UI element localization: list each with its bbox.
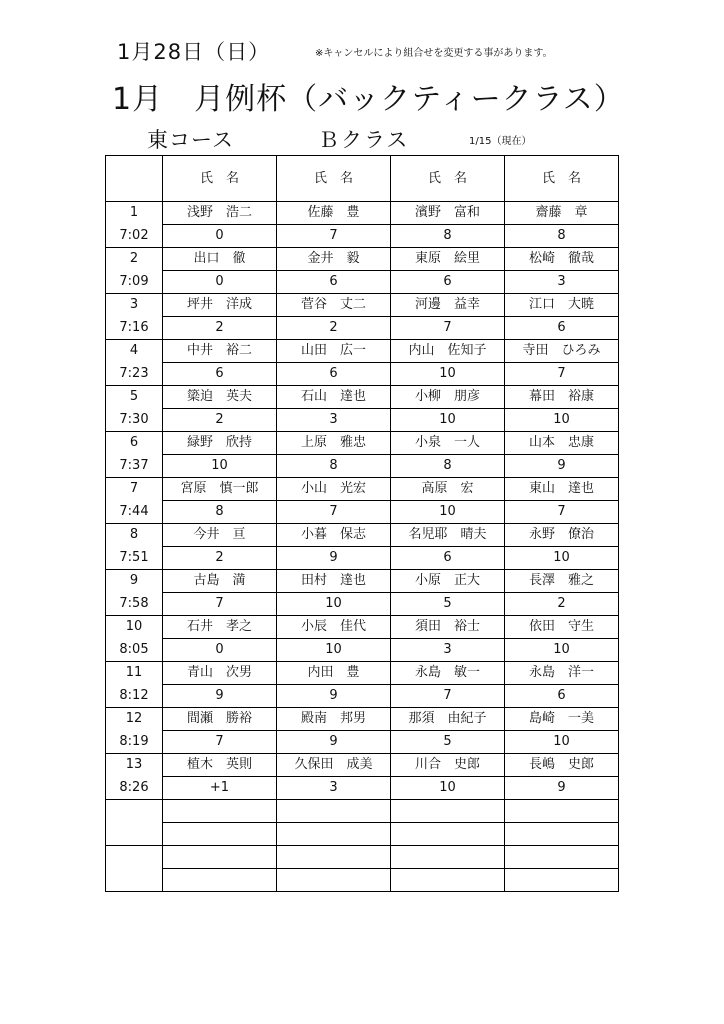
table-row [106,340,619,363]
group-number: 12 [106,708,163,731]
player-name: 松崎 徹哉 [505,248,619,271]
player-name: 金井 毅 [277,248,391,271]
player-name: 小柳 朋彦 [391,386,505,409]
player-name: 小山 光宏 [277,478,391,501]
date-label: 1月28日（日） [117,40,271,64]
empty-cell [277,823,391,846]
handicap-value: 0 [163,271,277,294]
player-name: 青山 次男 [163,662,277,685]
tee-time: 7:09 [106,271,163,294]
player-name: 小泉 一人 [391,432,505,455]
group-number: 8 [106,524,163,547]
empty-cell [163,846,277,869]
handicap-value: 7 [277,225,391,248]
player-name: 内山 佐知子 [391,340,505,363]
player-name: 簗迫 英夫 [163,386,277,409]
class-label: Ｂクラス [318,128,410,152]
empty-cell [277,846,391,869]
group-number: 2 [106,248,163,271]
handicap-value: 6 [391,547,505,570]
handicap-value: 6 [505,317,619,340]
player-name: 石井 孝之 [163,616,277,639]
group-number: 6 [106,432,163,455]
tee-time: 7:44 [106,501,163,524]
player-name: 齋藤 章 [505,202,619,225]
player-name: 緑野 欣持 [163,432,277,455]
column-header: 氏 名 [277,156,391,202]
empty-cell [277,869,391,892]
table-row [106,501,619,524]
handicap-value: 0 [163,225,277,248]
empty-row [106,846,619,869]
handicap-value: 10 [277,593,391,616]
handicap-value: 10 [163,455,277,478]
player-name: 永島 敏一 [391,662,505,685]
empty-cell [391,823,505,846]
table-row [106,639,619,662]
player-name: 名児耶 晴夫 [391,524,505,547]
player-name: 寺田 ひろみ [505,340,619,363]
group-number: 3 [106,294,163,317]
table-row [106,202,619,225]
player-name: 須田 裕士 [391,616,505,639]
corner-cell [106,156,163,202]
empty-row [106,800,619,823]
handicap-value: 6 [277,363,391,386]
empty-cell [163,800,277,823]
handicap-value: 9 [505,777,619,800]
table-row [106,547,619,570]
handicap-value: 10 [505,547,619,570]
group-number: 5 [106,386,163,409]
tee-time: 7:58 [106,593,163,616]
handicap-value: 3 [277,409,391,432]
handicap-value: 2 [163,317,277,340]
player-name: 小原 正大 [391,570,505,593]
table-row [106,731,619,754]
empty-cell [505,823,619,846]
handicap-value: 10 [277,639,391,662]
handicap-value: 2 [163,409,277,432]
column-header: 氏 名 [505,156,619,202]
handicap-value: 7 [391,685,505,708]
handicap-value: 10 [391,363,505,386]
tee-time: 7:02 [106,225,163,248]
handicap-value: 9 [505,455,619,478]
group-number: 10 [106,616,163,639]
page-title: 1月 月例杯（バックティークラス） [112,82,625,117]
tee-time: 8:26 [106,777,163,800]
empty-cell [391,869,505,892]
handicap-value: 8 [391,225,505,248]
table-row [106,754,619,777]
player-name: 今井 亘 [163,524,277,547]
handicap-value: 5 [391,593,505,616]
table-row [106,363,619,386]
player-name: 濱野 富和 [391,202,505,225]
course-label: 東コース [147,128,234,152]
column-header: 氏 名 [391,156,505,202]
player-name: 河邊 益幸 [391,294,505,317]
table-row [106,432,619,455]
handicap-value: 2 [163,547,277,570]
group-number: 9 [106,570,163,593]
table-row [106,409,619,432]
handicap-value: 10 [505,409,619,432]
empty-cell [505,846,619,869]
tee-time: 7:51 [106,547,163,570]
handicap-value: 6 [277,271,391,294]
empty-cell [106,846,163,869]
player-name: 古島 満 [163,570,277,593]
handicap-value: 7 [163,593,277,616]
empty-cell [106,823,163,846]
player-name: 間瀬 勝裕 [163,708,277,731]
handicap-value: 10 [505,639,619,662]
player-name: 川合 史郎 [391,754,505,777]
table-row [106,708,619,731]
handicap-value: 3 [505,271,619,294]
player-name: 久保田 成美 [277,754,391,777]
player-name: 長澤 雅之 [505,570,619,593]
handicap-value: 10 [391,777,505,800]
handicap-value: 6 [163,363,277,386]
player-name: 出口 徹 [163,248,277,271]
player-name: 長嶋 史郎 [505,754,619,777]
handicap-value: 3 [277,777,391,800]
player-name: 小暮 保志 [277,524,391,547]
tee-time: 7:23 [106,363,163,386]
player-name: 内田 豊 [277,662,391,685]
column-header: 氏 名 [163,156,277,202]
table-row [106,386,619,409]
empty-cell [391,800,505,823]
player-name: 上原 雅忠 [277,432,391,455]
pairing-table [105,155,619,892]
player-name: 永野 僚治 [505,524,619,547]
handicap-value: 10 [391,501,505,524]
tee-time: 7:30 [106,409,163,432]
notice-text: ※キャンセルにより組合せを変更する事があります。 [315,48,553,59]
tee-time: 8:19 [106,731,163,754]
handicap-value: 8 [505,225,619,248]
table-header-row [106,156,619,202]
player-name: 中井 裕二 [163,340,277,363]
handicap-value: 9 [277,731,391,754]
tee-time: 7:16 [106,317,163,340]
table-row [106,685,619,708]
player-name: 菅谷 丈二 [277,294,391,317]
group-number: 4 [106,340,163,363]
empty-cell [163,823,277,846]
player-name: 山田 広一 [277,340,391,363]
handicap-value: 7 [505,501,619,524]
table-row [106,455,619,478]
handicap-value: 2 [505,593,619,616]
handicap-value: 7 [277,501,391,524]
group-number: 13 [106,754,163,777]
table-row [106,294,619,317]
empty-cell [505,869,619,892]
handicap-value: 8 [391,455,505,478]
empty-cell [106,869,163,892]
handicap-value: 9 [163,685,277,708]
handicap-value: 5 [391,731,505,754]
table-row [106,662,619,685]
table-row [106,570,619,593]
player-name: 江口 大暁 [505,294,619,317]
player-name: 東原 絵里 [391,248,505,271]
handicap-value: 6 [505,685,619,708]
player-name: 宮原 慎一郎 [163,478,277,501]
player-name: 植木 英則 [163,754,277,777]
handicap-value: 8 [163,501,277,524]
player-name: 永島 洋一 [505,662,619,685]
table-row [106,616,619,639]
handicap-value: 7 [163,731,277,754]
tee-time: 8:05 [106,639,163,662]
player-name: 那須 由紀子 [391,708,505,731]
as-of-label: 1/15（現在） [469,136,532,147]
handicap-value: 10 [505,731,619,754]
player-name: 山本 忠康 [505,432,619,455]
empty-cell [106,800,163,823]
group-number: 1 [106,202,163,225]
table-row [106,248,619,271]
table-row [106,271,619,294]
tee-time: 7:37 [106,455,163,478]
player-name: 小辰 佳代 [277,616,391,639]
handicap-value: 9 [277,547,391,570]
tee-time: 8:12 [106,685,163,708]
empty-cell [505,800,619,823]
handicap-value: 10 [391,409,505,432]
handicap-value: 3 [391,639,505,662]
player-name: 島崎 一美 [505,708,619,731]
handicap-value: 9 [277,685,391,708]
player-name: 田村 達也 [277,570,391,593]
player-name: 浅野 浩二 [163,202,277,225]
table-row [106,524,619,547]
handicap-value: 0 [163,639,277,662]
empty-row [106,869,619,892]
player-name: 佐藤 豊 [277,202,391,225]
handicap-value: 8 [277,455,391,478]
empty-cell [277,800,391,823]
player-name: 坪井 洋成 [163,294,277,317]
empty-row [106,823,619,846]
player-name: 高原 宏 [391,478,505,501]
player-name: 東山 達也 [505,478,619,501]
player-name: 石山 達也 [277,386,391,409]
group-number: 7 [106,478,163,501]
empty-cell [391,846,505,869]
player-name: 殿南 邦男 [277,708,391,731]
handicap-value: 2 [277,317,391,340]
table-row [106,225,619,248]
handicap-value: 6 [391,271,505,294]
player-name: 依田 守生 [505,616,619,639]
handicap-value: 7 [391,317,505,340]
handicap-value: 7 [505,363,619,386]
player-name: 幕田 裕康 [505,386,619,409]
empty-cell [163,869,277,892]
table-row [106,593,619,616]
table-row [106,777,619,800]
handicap-value: +1 [163,777,277,800]
group-number: 11 [106,662,163,685]
table-row [106,317,619,340]
table-row [106,478,619,501]
